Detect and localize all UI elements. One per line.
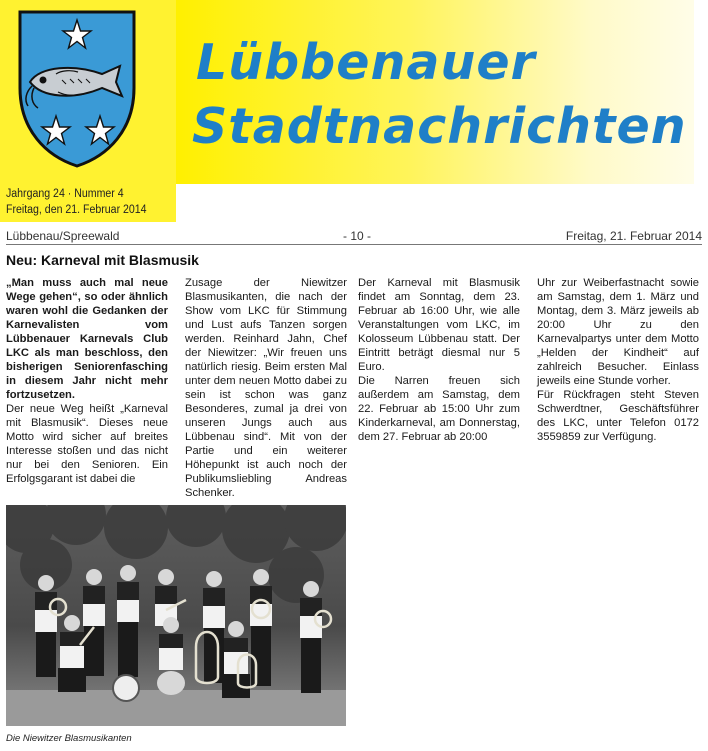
masthead <box>0 0 708 222</box>
article-paragraph: Der neue Weg heißt „Karneval mit Blasmusik“. Dieses neue Motto wird sicher auf breites Interesse stoßen und das nicht nur bei den Senioren. Ein Erfolgsgarant ist dabei die <box>6 403 168 485</box>
article-column-2 <box>185 276 347 500</box>
article-column-3 <box>358 276 520 444</box>
article-lead: „Man muss auch mal neue Wege gehen“, so oder ähnlich waren wohl die Gedanken der Karnevalisten vom Lübbenauer Karnevals Club LKC als man beschloss, den bisherigen Seniorenfasching in diesem Jahr nicht mehr fortzusetzen. <box>6 277 168 401</box>
running-header <box>6 229 702 244</box>
article-paragraph: Zusage der Niewitzer Blasmusikanten, die nach der Show vom LKC für Stimmung und Lust aufs Tanzen sorgen werden. Reinhard Jahn, Chef der Niewitzer: „Wir freuen uns natürlich riesig. Beim ersten Mal unter dem neuen Motto dabei zu sein ist schon was ganz Besonderes, zumal ja drei von unseren Jungs auch aus Lübbenau sind“. Mit von der Partie und ein weiterer Höhepunkt ist auch noch der Publikumsliebling Andreas Schenker. <box>185 277 347 499</box>
issue-number: Jahrgang 24 · Nummer 4 <box>6 188 124 200</box>
article-paragraph: Für Rückfragen steht Steven Schwerdtner, Geschäftsführer des LKC, unter Telefon 0172 3559859 zur Verfügung. <box>537 389 699 443</box>
masthead-title-line2: Stadtnachrichten <box>192 98 687 155</box>
article-paragraph: Uhr zur Weiberfastnacht sowie am Samstag, dem 1. März und Montag, dem 3. März jeweils ab 20:00 Uhr zu den Karnevalpartys unter dem Motto „Helden der Kindheit“ auf zahlreich Besucher. Einlass jeweils eine Stunde vorher. <box>537 277 699 387</box>
article-headline: Neu: Karneval mit Blasmusik <box>6 252 199 268</box>
article-column-4 <box>537 276 699 444</box>
header-rule <box>6 244 702 245</box>
article-paragraph: Der Karneval mit Blasmusik findet am Sonntag, dem 23. Februar ab 16:00 Uhr, wie alle Veranstaltungen vom LKC, im Kolosseum Lübbenau statt. Der Eintritt beträgt diesmal nur 5 Euro. <box>358 277 520 373</box>
article-paragraph: Die Narren freuen sich außerdem am Samstag, dem 22. Februar ab 15:00 Uhr zum Kinderkarneval, am Donnerstag, dem 27. Februar ab 20:00 <box>358 375 520 443</box>
band-photo <box>6 505 346 726</box>
article-column-1 <box>6 276 168 486</box>
drum-icon <box>113 675 139 701</box>
coat-of-arms-icon <box>16 8 138 168</box>
masthead-title-line1: Lübbenauer <box>196 34 536 91</box>
running-header-place: Lübbenau/Spreewald <box>6 229 120 243</box>
issue-date: Freitag, den 21. Februar 2014 <box>6 204 147 216</box>
page-number: - 10 - <box>343 229 372 243</box>
running-header-date: Freitag, 21. Februar 2014 <box>565 229 702 243</box>
masthead-yellow-band <box>176 0 694 184</box>
photo-caption: Die Niewitzer Blasmusikanten <box>6 733 132 744</box>
